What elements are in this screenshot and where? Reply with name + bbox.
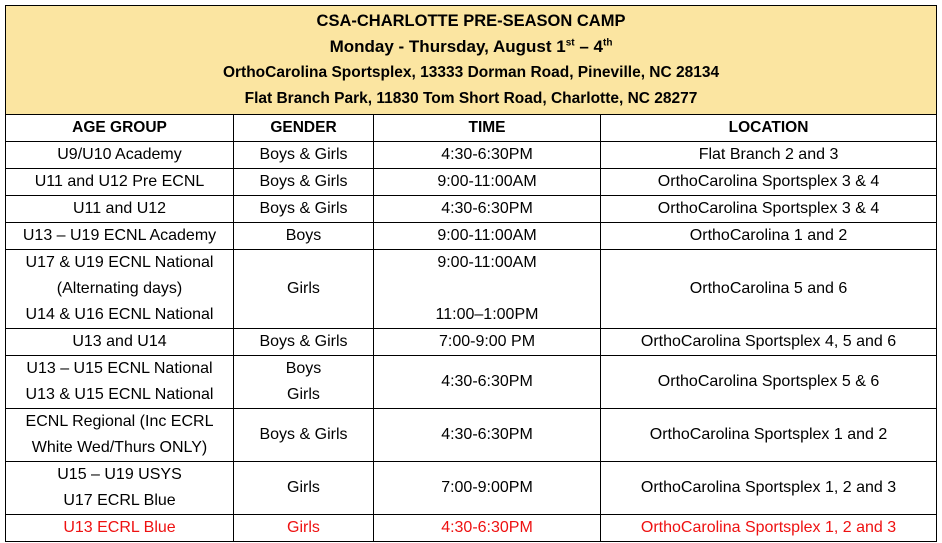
venue-flat-branch: Flat Branch Park, 11830 Tom Short Road, Charlotte, NC 28277 (244, 90, 698, 107)
table-row (6, 196, 937, 223)
gender-line: Girls (287, 386, 320, 403)
time-cell: 4:30-6:30PM (374, 356, 601, 409)
age-cell: U13 and U14 (6, 329, 234, 356)
age-cell: U9/U10 Academy (6, 142, 234, 169)
banner-row (6, 6, 937, 115)
banner (6, 6, 937, 115)
age-line: ECNL Regional (Inc ECRL (25, 413, 214, 430)
location-cell: OrthoCarolina Sportsplex 4, 5 and 6 (601, 329, 937, 356)
age-cell (6, 356, 234, 409)
col-location: LOCATION (601, 115, 937, 142)
camp-schedule (5, 5, 936, 542)
time-cell: 9:00-11:00AM (374, 223, 601, 250)
location-cell: OrthoCarolina 1 and 2 (601, 223, 937, 250)
gender-cell: Girls (234, 515, 374, 542)
column-header-row (6, 115, 937, 142)
table-row (6, 409, 937, 462)
location-cell: OrthoCarolina Sportsplex 3 & 4 (601, 169, 937, 196)
time-gap (376, 276, 598, 302)
age-cell: U13 ECRL Blue (6, 515, 234, 542)
age-cell: U11 and U12 (6, 196, 234, 223)
age-cell (6, 409, 234, 462)
venue-sportsplex: OrthoCarolina Sportsplex, 13333 Dorman Road, Pineville, NC 28134 (222, 64, 720, 81)
time-cell: 7:00-9:00 PM (374, 329, 601, 356)
table-row (6, 169, 937, 196)
location-cell: OrthoCarolina Sportsplex 3 & 4 (601, 196, 937, 223)
age-line: U14 & U16 ECNL National (25, 306, 214, 323)
time-cell: 4:30-6:30PM (374, 409, 601, 462)
table-row (6, 329, 937, 356)
table-row (6, 356, 937, 409)
camp-dates: Monday - Thursday, August 1st – 4th (329, 37, 613, 56)
location-cell: OrthoCarolina Sportsplex 1, 2 and 3 (601, 515, 937, 542)
col-age-group: AGE GROUP (6, 115, 234, 142)
gender-cell: Boys (234, 223, 374, 250)
table-row (6, 462, 937, 515)
location-cell: OrthoCarolina 5 and 6 (601, 250, 937, 329)
gender-cell: Boys & Girls (234, 169, 374, 196)
col-gender: GENDER (234, 115, 374, 142)
gender-cell: Boys & Girls (234, 142, 374, 169)
gender-cell: Boys & Girls (234, 329, 374, 356)
table-row (6, 223, 937, 250)
time-cell (374, 250, 601, 329)
gender-cell: Boys & Girls (234, 409, 374, 462)
age-line: U13 – U15 ECNL National (26, 360, 213, 377)
col-time: TIME (374, 115, 601, 142)
gender-cell (234, 356, 374, 409)
gender-cell: Girls (234, 462, 374, 515)
location-cell: OrthoCarolina Sportsplex 1, 2 and 3 (601, 462, 937, 515)
table-row-highlighted (6, 515, 937, 542)
schedule-table (5, 5, 937, 542)
age-cell: U13 – U19 ECNL Academy (6, 223, 234, 250)
age-line: U15 – U19 USYS (57, 466, 182, 483)
time-cell: 9:00-11:00AM (374, 169, 601, 196)
time-cell: 4:30-6:30PM (374, 515, 601, 542)
location-cell: OrthoCarolina Sportsplex 5 & 6 (601, 356, 937, 409)
age-line: White Wed/Thurs ONLY) (31, 439, 208, 456)
gender-cell: Boys & Girls (234, 196, 374, 223)
location-cell: Flat Branch 2 and 3 (601, 142, 937, 169)
age-line: U17 & U19 ECNL National (25, 254, 214, 271)
time-cell: 4:30-6:30PM (374, 196, 601, 223)
age-line: (Alternating days) (56, 280, 183, 297)
age-line: U13 & U15 ECNL National (25, 386, 214, 403)
age-cell (6, 250, 234, 329)
age-cell: U11 and U12 Pre ECNL (6, 169, 234, 196)
camp-title: CSA-CHARLOTTE PRE-SEASON CAMP (316, 12, 626, 30)
time-cell: 4:30-6:30PM (374, 142, 601, 169)
table-row (6, 142, 937, 169)
gender-line: Boys (285, 360, 322, 377)
table-row (6, 250, 937, 329)
time-cell: 7:00-9:00PM (374, 462, 601, 515)
location-cell: OrthoCarolina Sportsplex 1 and 2 (601, 409, 937, 462)
age-cell (6, 462, 234, 515)
gender-cell: Girls (234, 250, 374, 329)
time-line: 11:00–1:00PM (435, 306, 539, 323)
age-line: U17 ECRL Blue (63, 492, 176, 509)
time-line: 9:00-11:00AM (437, 254, 537, 271)
